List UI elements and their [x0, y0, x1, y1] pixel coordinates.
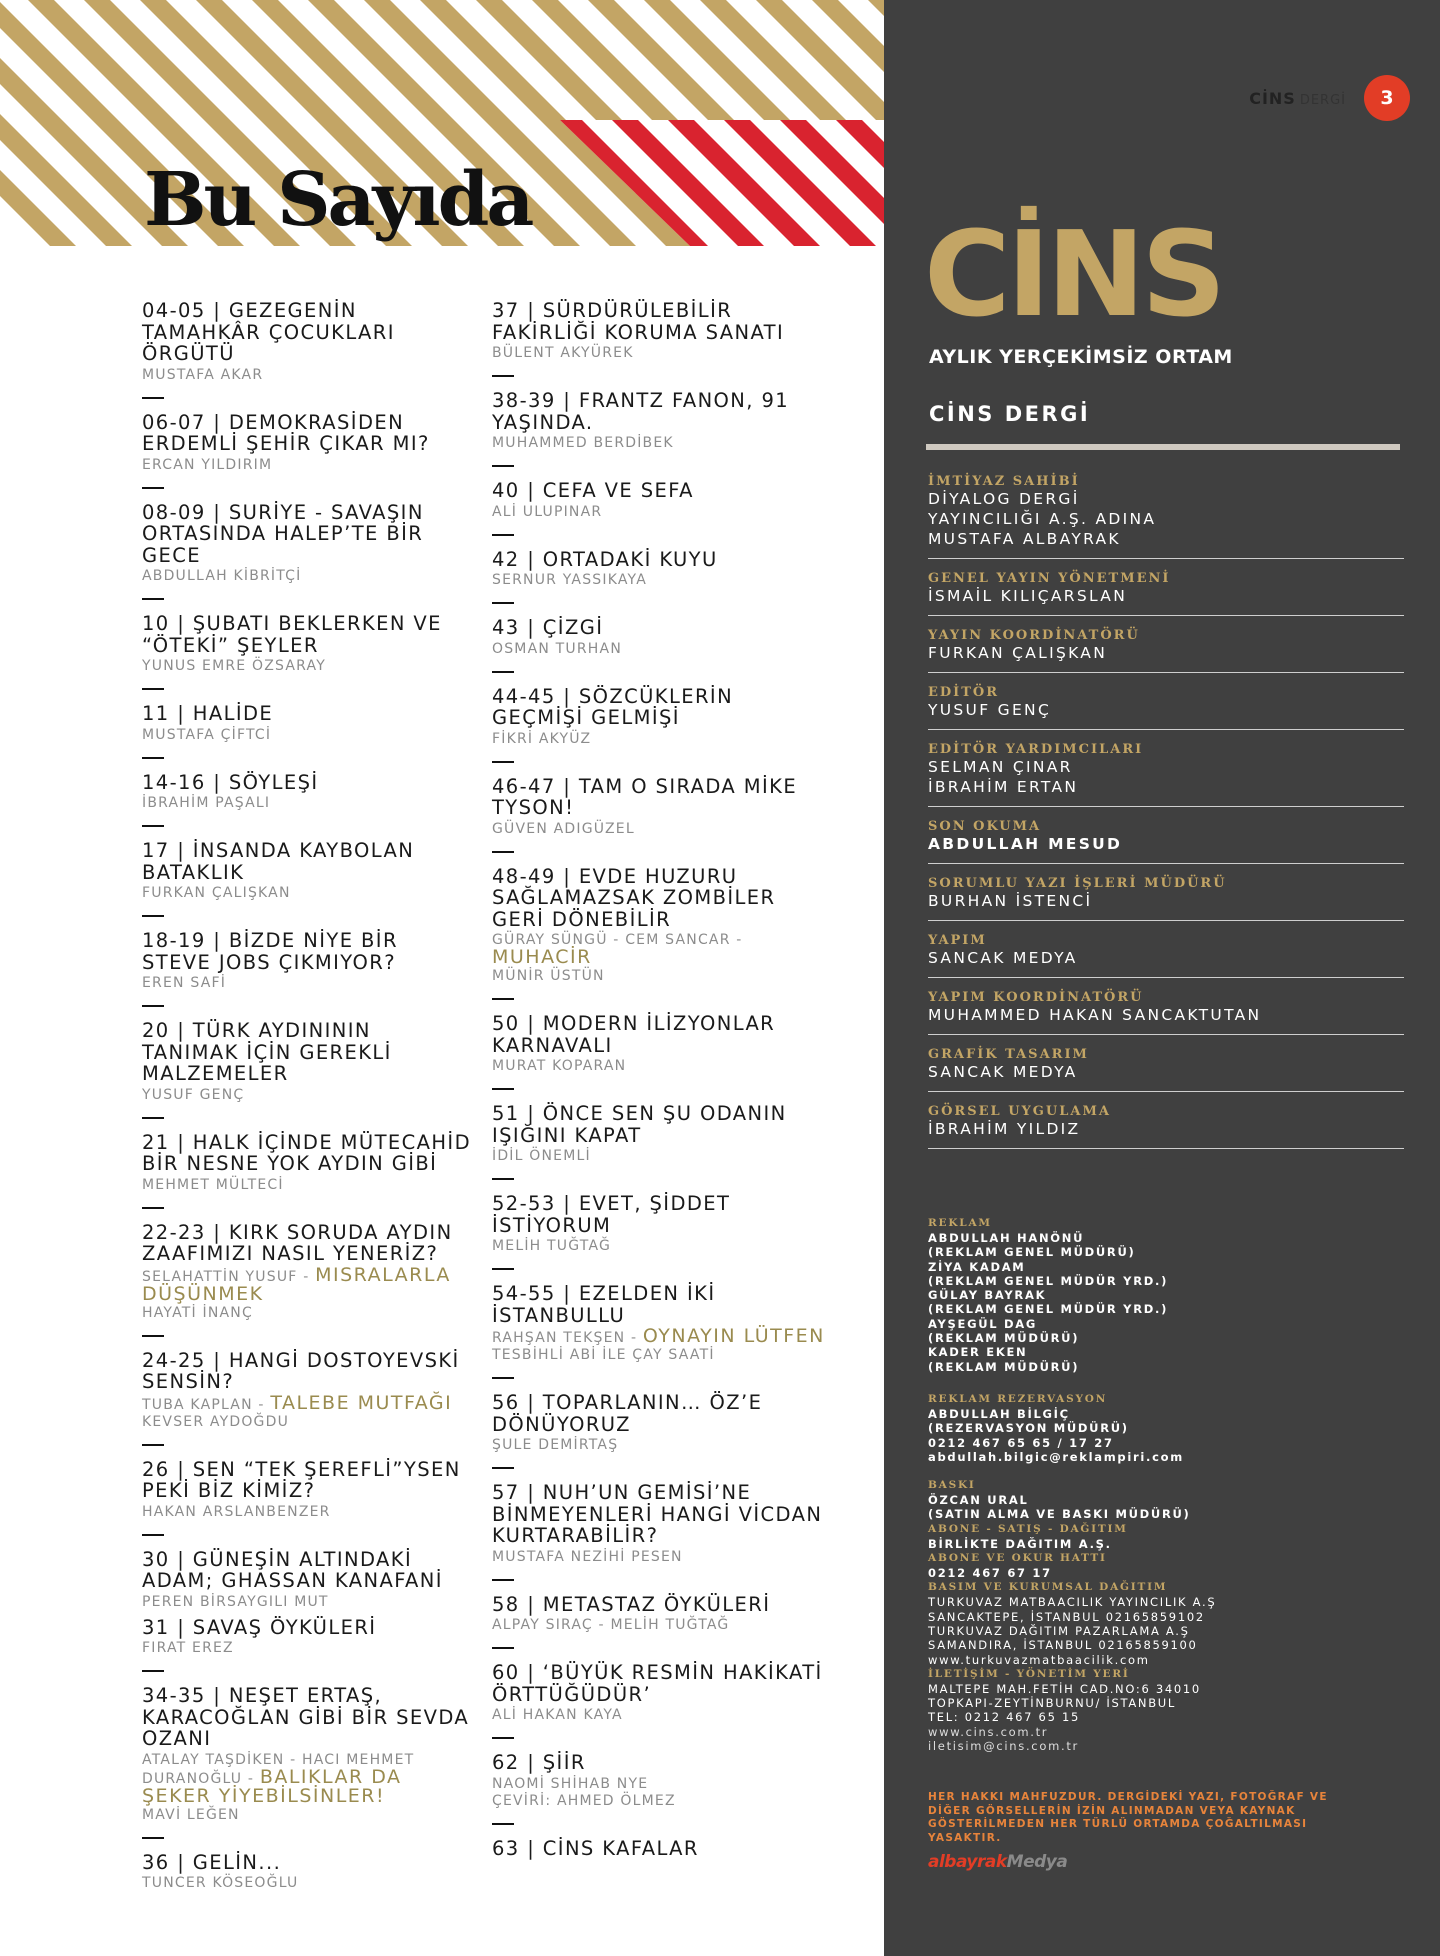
entry-title: 56 | TOPARLANIN… ÖZ’E DÖNÜYORUZ — [492, 1391, 763, 1436]
info-line: SANCAKTEPE, İSTANBUL 02165859102 — [928, 1609, 1205, 1624]
cins-logo: CİNS — [924, 205, 1223, 343]
credit-item — [928, 921, 1404, 978]
entry-author — [142, 1752, 472, 1807]
info-label: İLETİŞİM - YÖNETİM YERİ — [928, 1667, 1130, 1680]
info-line: (SATIN ALMA VE BASKI MÜDÜRÜ) — [928, 1507, 1191, 1522]
info-line: (REZERVASYON MÜDÜRÜ) — [928, 1421, 1129, 1436]
author-name: ALİ ULUPINAR — [492, 503, 603, 520]
entry-title: 44-45 | SÖZCÜKLERİN GEÇMİŞİ GELMİŞİ — [492, 684, 734, 729]
entry-author — [492, 1058, 832, 1075]
credit-label: EDİTÖR YARDIMCILARI — [928, 742, 1144, 757]
entry-author — [492, 821, 832, 838]
entry-author — [492, 345, 832, 362]
credit-value: MUSTAFA ALBAYRAK — [928, 530, 1121, 548]
entry-author — [142, 1087, 472, 1104]
contents-entry — [492, 1103, 832, 1180]
author-name: GÜRAY SÜNGÜ - CEM SANCAR - — [492, 932, 743, 948]
entry-subtitle: MAVİ LEĞEN — [142, 1806, 240, 1823]
credit-item — [928, 616, 1404, 673]
author-name: YUNUS EMRE ÖZSARAY — [142, 658, 326, 674]
info-label: ABONE VE OKUR HATTI — [928, 1552, 1107, 1565]
entry-title: 34-35 | NEŞET ERTAŞ, KARACOĞLAN GİBİ BİR SEVDA OZANI — [142, 1684, 470, 1750]
info-line: (REKLAM GENEL MÜDÜR YRD.) — [928, 1273, 1169, 1288]
author-name: TUBA KAPLAN - — [142, 1396, 271, 1413]
contents-middle-column — [492, 300, 832, 1887]
contents-entry — [142, 930, 472, 1007]
contents-entry — [492, 1193, 832, 1270]
credit-value: DİYALOG DERGİ — [928, 490, 1080, 508]
contents-entry — [492, 686, 832, 763]
author-name: MELİH TUĞTAĞ — [492, 1238, 612, 1254]
credit-item — [928, 673, 1404, 730]
author-name: ERCAN YILDIRIM — [142, 456, 273, 473]
contents-entry — [492, 1594, 832, 1650]
credit-value: İBRAHİM ERTAN — [928, 778, 1079, 796]
author-name: MEHMET MÜLTECİ — [142, 1176, 284, 1193]
author-name: ABDULLAH KİBRİTÇİ — [142, 568, 302, 584]
masthead-panel — [884, 0, 1440, 1956]
entry-author — [492, 504, 832, 521]
info-line: (REKLAM MÜDÜRÜ) — [928, 1359, 1080, 1374]
entry-title: 62 | ŞİİR — [492, 1751, 586, 1774]
contents-entry — [142, 1350, 472, 1446]
email-link[interactable]: abdullah.bilgic@reklampiri.com — [928, 1449, 1184, 1464]
author-name: PEREN BİRSAYGILI MUT — [142, 1593, 329, 1610]
entry-title: 22-23 | KIRK SORUDA AYDIN ZAAFIMIZI NASIL YENERİZ? — [142, 1220, 453, 1265]
entry-author — [492, 1437, 832, 1454]
author-name: MUHAMMED BERDİBEK — [492, 435, 674, 451]
entry-author — [142, 1594, 472, 1611]
credit-label: SON OKUMA — [928, 819, 1042, 834]
credit-item — [928, 807, 1404, 864]
info-label: BASKI — [928, 1479, 976, 1492]
entry-title: 58 | METASTAZ ÖYKÜLERİ — [492, 1592, 771, 1616]
info-line: 0212 467 65 65 / 17 27 — [928, 1435, 1114, 1450]
info-line: BİRLİKTE DAĞITIM A.Ş. — [928, 1536, 1112, 1551]
contents-entry — [142, 1020, 472, 1119]
credit-label: SORUMLU YAZI İŞLERİ MÜDÜRÜ — [928, 876, 1227, 891]
info-line: TEL: 0212 467 65 15 — [928, 1710, 1080, 1725]
copyright-notice: HER HAKKI MAHFUZDUR. DERGİDEKİ YAZI, FOTOĞRAF VE DİĞER GÖRSELLERİN İZİN ALINMADAN VEYA KAYNAK GÖSTERİLMEDEN HER TÜRLÜ ORTAMDA ÇOĞALTILMASI YASAKTIR. — [928, 1791, 1328, 1844]
entry-author — [492, 1707, 832, 1724]
entry-title: 52-53 | EVET, ŞİDDET İSTİYORUM — [492, 1192, 731, 1237]
info-line: GÜLAY BAYRAK — [928, 1288, 1047, 1303]
entry-title: 21 | HALK İÇİNDE MÜTECAHİD BİR NESNE YOK AYDIN GİBİ — [142, 1130, 471, 1175]
info-label: REKLAM — [928, 1217, 992, 1229]
entry-title: 36 | GELİN... — [142, 1850, 282, 1874]
author-name: NAOMİ SHİHAB NYE — [492, 1775, 649, 1792]
entry-author — [492, 1325, 832, 1347]
contents-entry — [142, 1549, 472, 1617]
entry-author — [142, 975, 472, 992]
contents-entry — [142, 1132, 472, 1209]
contents-entry — [142, 412, 472, 489]
entry-title: 26 | SEN “TEK ŞEREFLİ”YSEN PEKİ BİZ KİMİZ? — [142, 1457, 461, 1502]
credit-value: SELMAN ÇINAR — [928, 758, 1073, 776]
page-number-badge: 3 — [1364, 75, 1410, 121]
entry-subtitle: TESBİHLİ ABİ İLE ÇAY SAATİ — [492, 1347, 715, 1363]
entry-author — [142, 727, 472, 744]
entry-subtitle: HAYATİ İNANÇ — [142, 1304, 253, 1321]
info-line: SAMANDIRA, İSTANBUL 02165859100 — [928, 1638, 1198, 1653]
email-link[interactable]: iletisim@cins.com.tr — [928, 1739, 1079, 1754]
author-name: MURAT KOPARAN — [492, 1058, 627, 1074]
info-line: 0212 467 67 17 — [928, 1566, 1052, 1581]
credits-list — [928, 462, 1404, 1149]
author-name: ŞULE DEMİRTAŞ — [492, 1437, 619, 1453]
credit-value: ABDULLAH MESUD — [928, 835, 1123, 853]
credit-label: YAYIN KOORDİNATÖRÜ — [928, 628, 1140, 643]
entry-title: 38-39 | FRANTZ FANON, 91 YAŞINDA. — [492, 389, 790, 434]
credit-item — [928, 864, 1404, 921]
author-name: EREN SAFİ — [142, 975, 227, 991]
info-line: KADER EKEN — [928, 1345, 1028, 1360]
contents-entry — [142, 300, 472, 399]
author-name: YUSUF GENÇ — [142, 1086, 245, 1103]
entry-title: 50 | MODERN İLİZYONLAR KARNAVALI — [492, 1012, 776, 1057]
section-name: BALIKLAR DA ŞEKER YİYEBİLSİNLER! — [142, 1765, 402, 1807]
credit-value: MUHAMMED HAKAN SANCAKTUTAN — [928, 1006, 1262, 1024]
credit-item — [928, 730, 1404, 807]
entry-author — [492, 641, 832, 658]
entry-author — [142, 1504, 472, 1521]
entry-title: 43 | ÇİZGİ — [492, 616, 604, 639]
contents-entry — [142, 1852, 472, 1908]
contents-entry — [492, 1752, 832, 1825]
contents-entry — [492, 776, 832, 853]
author-name: RAHŞAN TEKŞEN - — [492, 1330, 643, 1346]
entry-title: 37 | SÜRDÜRÜLEBİLİR FAKİRLİĞİ KORUMA SANATI — [492, 299, 785, 344]
author-name: ALPAY SIRAÇ - MELİH TUĞTAĞ — [492, 1617, 730, 1633]
entry-subtitle: KEVSER AYDOĞDU — [142, 1413, 290, 1430]
contents-entry — [492, 390, 832, 467]
contents-entry — [142, 1222, 472, 1337]
contents-entry — [492, 1662, 832, 1739]
credit-item — [928, 462, 1404, 559]
entry-author — [142, 1391, 472, 1414]
author-name: GÜVEN ADIGÜZEL — [492, 820, 635, 837]
credit-item — [928, 1092, 1404, 1149]
entry-title: 14-16 | SÖYLEŞİ — [142, 770, 319, 794]
credit-value: YAYINCILIĞI A.Ş. ADINA — [928, 510, 1157, 528]
entry-title: 31 | SAVAŞ ÖYKÜLERİ — [142, 1615, 377, 1639]
credit-value: SANCAK MEDYA — [928, 949, 1078, 967]
author-name: FIRAT EREZ — [142, 1640, 234, 1656]
info-line: MALTEPE MAH.FETİH CAD.NO:6 34010 — [928, 1681, 1201, 1696]
author-name: MUSTAFA AKAR — [142, 366, 264, 383]
entry-author — [142, 568, 472, 585]
credit-label: GRAFİK TASARIM — [928, 1047, 1089, 1062]
entry-author — [142, 1263, 472, 1305]
entry-title: 63 | CİNS KAFALAR — [492, 1836, 699, 1860]
entry-title: 04-05 | GEZEGENİN TAMAHKÂR ÇOCUKLARI ÖRGÜTÜ — [142, 299, 395, 365]
entry-author — [492, 1238, 832, 1255]
author-name: MUSTAFA ÇİFTCİ — [142, 726, 272, 743]
entry-title: 42 | ORTADAKİ KUYU — [492, 547, 718, 571]
entry-title: 40 | CEFA VE SEFA — [492, 479, 694, 502]
entry-title: 10 | ŞUBATI BEKLERKEN VE “ÖTEKİ” ŞEYLER — [142, 612, 442, 657]
entry-title: 57 | NUH’UN GEMİSİ’NE BİNMEYENLERİ HANGİ VİCDAN KURTARABİLİR? — [492, 1481, 823, 1547]
contents-entry — [142, 772, 472, 828]
entry-author — [142, 1875, 472, 1892]
contents-entry — [142, 1617, 472, 1673]
entry-title: 20 | TÜRK AYDINININ TANIMAK İÇİN GEREKLİ MALZEMELER — [142, 1019, 392, 1085]
info-line: (REKLAM MÜDÜRÜ) — [928, 1331, 1080, 1346]
entry-title: 48-49 | EVDE HUZURU SAĞLAMAZSAK ZOMBİLER GERİ DÖNEBİLİR — [492, 864, 776, 931]
credit-item — [928, 559, 1404, 616]
entry-author — [492, 731, 832, 748]
author-name: OSMAN TURHAN — [492, 640, 622, 657]
credit-item — [928, 978, 1404, 1035]
section-name: MISRALARLA DÜŞÜNMEK — [142, 1263, 451, 1305]
info-label: BASIM VE KURUMSAL DAĞITIM — [928, 1581, 1168, 1594]
entry-title: 18-19 | BİZDE NİYE BİR STEVE JOBS ÇIKMIYOR? — [142, 929, 398, 974]
entry-author — [142, 1640, 472, 1657]
entry-title: 51 | ÖNCE SEN ŞU ODANIN IŞIĞINI KAPAT — [492, 1102, 787, 1147]
website-link[interactable]: www.turkuvazmatbaacilik.com — [928, 1652, 1150, 1667]
credit-label: GÖRSEL UYGULAMA — [928, 1104, 1111, 1119]
author-name: BÜLENT AKYÜREK — [492, 345, 634, 361]
section-name: MUHACİR — [492, 946, 592, 968]
info-line: ABDULLAH BİLGİÇ — [928, 1406, 1070, 1421]
contents-left-column — [142, 300, 472, 1920]
author-name: TUNCER KÖSEOĞLU — [142, 1875, 299, 1891]
entry-author — [142, 795, 472, 812]
header-brand: CİNS DERGİ — [1249, 88, 1346, 108]
page-title: Bu Sayıda — [144, 157, 532, 243]
website-link[interactable]: www.cins.com.tr — [928, 1724, 1049, 1739]
entry-author — [492, 1148, 832, 1165]
section-name: TALEBE MUTFAĞI — [270, 1391, 453, 1414]
magazine-tagline: AYLIK YERÇEKİMSİZ ORTAM — [929, 346, 1233, 368]
credit-label: İMTİYAZ SAHİBİ — [928, 474, 1080, 489]
entry-title: 24-25 | HANGİ DOSTOYEVSKİ SENSİN? — [142, 1348, 460, 1393]
credit-value: İSMAİL KILIÇARSLAN — [928, 587, 1128, 605]
info-line: AYŞEGÜL DAG — [928, 1316, 1037, 1331]
info-line: (REKLAM GENEL MÜDÜRÜ) — [928, 1245, 1136, 1260]
author-name: FİKRİ AKYÜZ — [492, 730, 592, 747]
author-name: HAKAN ARSLANBENZER — [142, 1503, 331, 1520]
entry-author — [492, 435, 832, 452]
info-line: TURKUVAZ DAĞITIM PAZARLAMA A.Ş — [928, 1623, 1190, 1638]
credit-value: YUSUF GENÇ — [928, 701, 1052, 719]
credit-value: İBRAHİM YILDIZ — [928, 1120, 1081, 1138]
contents-entry — [492, 1013, 832, 1090]
credit-label: EDİTÖR — [928, 685, 1000, 700]
entry-title: 17 | İNSANDA KAYBOLAN BATAKLIK — [142, 839, 415, 884]
entry-subtitle: ÇEVİRİ: AHMED ÖLMEZ — [492, 1792, 676, 1809]
author-name: SELAHATTİN YUSUF - — [142, 1268, 316, 1285]
contents-entry — [142, 1685, 472, 1839]
contents-entry — [492, 1283, 832, 1379]
author-name: İDİL ÖNEMLİ — [492, 1148, 591, 1164]
contents-entry — [492, 866, 832, 1001]
entry-title: 30 | GÜNEŞİN ALTINDAKİ ADAM; GHASSAN KANAFANİ — [142, 1547, 443, 1592]
info-line: TOPKAPI-ZEYTİNBURNU/ İSTANBUL — [928, 1696, 1177, 1711]
info-label: REKLAM REZERVASYON — [928, 1392, 1108, 1405]
contents-entry — [492, 1838, 832, 1875]
entry-author — [142, 658, 472, 675]
masthead-title: CİNS DERGİ — [929, 402, 1091, 426]
contents-entry — [492, 300, 832, 377]
entry-author — [142, 367, 472, 384]
contents-entry — [142, 840, 472, 917]
entry-title: 11 | HALİDE — [142, 702, 274, 725]
entry-subtitle: MÜNİR ÜSTÜN — [492, 968, 605, 984]
divider — [926, 444, 1400, 450]
contents-entry — [142, 502, 472, 601]
entry-author — [142, 885, 472, 902]
entry-title: 54-55 | EZELDEN İKİ İSTANBULLU — [492, 1282, 716, 1327]
info-line: ZİYA KADAM — [928, 1259, 1026, 1274]
entry-title: 06-07 | DEMOKRASİDEN ERDEMLİ ŞEHİR ÇIKAR MI? — [142, 410, 430, 455]
contents-entry — [142, 703, 472, 759]
author-name: MUSTAFA NEZİHİ PESEN — [492, 1548, 683, 1565]
albayrak-medya-logo: albayrakMedya — [928, 1852, 1068, 1872]
contents-entry — [492, 480, 832, 536]
author-name: ALİ HAKAN KAYA — [492, 1707, 623, 1723]
author-name: FURKAN ÇALIŞKAN — [142, 885, 291, 901]
credit-value: SANCAK MEDYA — [928, 1063, 1078, 1081]
contents-entry — [142, 613, 472, 690]
credit-item — [928, 1035, 1404, 1092]
credit-label: GENEL YAYIN YÖNETMENİ — [928, 571, 1171, 586]
info-line: ÖZCAN URAL — [928, 1493, 1029, 1508]
contents-entry — [492, 1482, 832, 1581]
credit-value: FURKAN ÇALIŞKAN — [928, 644, 1108, 662]
contents-entry — [492, 1392, 832, 1469]
info-line: TURKUVAZ MATBAACILIK YAYINCILIK A.Ş — [928, 1595, 1217, 1610]
entry-author — [142, 457, 472, 474]
entry-title: 60 | ‘BÜYÜK RESMİN HAKİKATİ ÖRTTÜĞÜDÜR’ — [492, 1661, 823, 1706]
entry-author — [492, 572, 832, 589]
info-line: ABDULLAH HANÖNÜ — [928, 1231, 1085, 1245]
contents-entry — [492, 549, 832, 605]
contents-entry — [492, 617, 832, 673]
entry-author — [142, 1177, 472, 1194]
credit-value: BURHAN İSTENCİ — [928, 892, 1093, 910]
credit-label: YAPIM KOORDİNATÖRÜ — [928, 990, 1144, 1005]
entry-author — [492, 1549, 832, 1566]
advertising-block — [928, 1216, 1398, 1753]
info-label: ABONE - SATIŞ - DAĞITIM — [928, 1522, 1128, 1535]
author-name: SERNUR YASSIKAYA — [492, 572, 647, 588]
page-header — [1249, 75, 1410, 121]
entry-title: 46-47 | TAM O SIRADA MİKE TYSON! — [492, 774, 798, 819]
section-name: OYNAYIN LÜTFEN — [642, 1325, 825, 1347]
author-name: İBRAHİM PAŞALI — [142, 795, 271, 811]
entry-author — [492, 932, 832, 968]
entry-author — [492, 1617, 832, 1634]
contents-entry — [142, 1459, 472, 1536]
author-name: ATALAY TAŞDİKEN - HACI MEHMET DURANOĞLU - — [142, 1751, 415, 1787]
entry-author — [492, 1776, 832, 1793]
entry-title: 08-09 | SURİYE - SAVAŞIN ORTASINDA HALEP’TE BİR GECE — [142, 500, 424, 567]
info-line: (REKLAM GENEL MÜDÜR YRD.) — [928, 1302, 1169, 1317]
credit-label: YAPIM — [928, 933, 987, 948]
